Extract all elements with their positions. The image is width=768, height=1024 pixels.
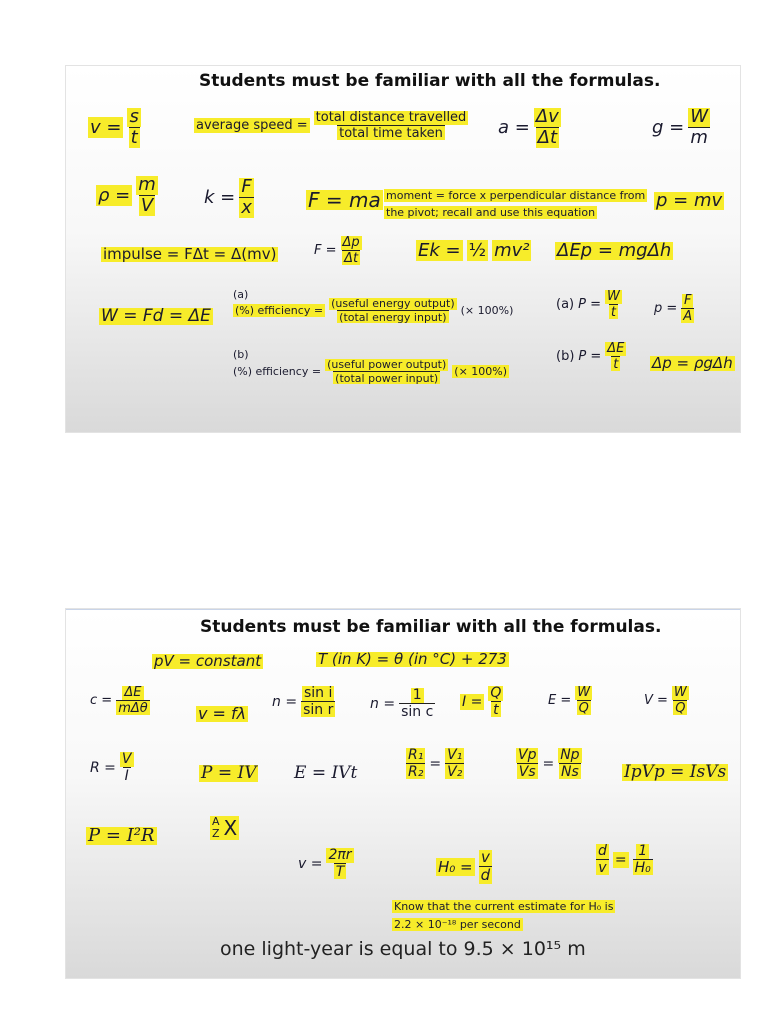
nuclide-notation: A Z X xyxy=(212,815,238,841)
formula-work: W = Fd = ΔE xyxy=(101,306,211,326)
efficiency-b-marker: (b) xyxy=(233,348,249,361)
formula-emf: E = $\frac{W}{Q}$ xyxy=(548,685,591,716)
formula-moment: moment = force x perpendicular distance from the pivot; recall and use this equation xyxy=(386,189,646,219)
formula-gravitational-field: g = $\frac{W}{m}$ xyxy=(652,106,709,148)
formula-hubble-constant: H₀ = $\frac{v}{d}$ xyxy=(438,848,491,884)
formula-efficiency-energy: (%) efficiency = $\frac{\text{(useful energy output)}}{\text{(total energy input)}}$ (× 100%) xyxy=(235,297,514,324)
hubble-estimate-note: Know that the current estimate for H₀ is 2.2 × 10⁻¹⁸ per second xyxy=(394,900,614,931)
formula-age-of-universe: $\frac{d}{v}$ = $\frac{1}{\text{H₀}}$ xyxy=(598,843,651,876)
formula-energy-ivt: E = IVt xyxy=(294,763,358,783)
formula-density: ρ = $\frac{m}{V}$ xyxy=(98,174,156,216)
efficiency-a-marker: (a) xyxy=(233,288,249,301)
formula-acceleration: a = $\frac{\Delta v}{\Delta t}$ xyxy=(498,106,559,148)
slide-title: Students must be familiar with all the formulas. xyxy=(200,617,662,637)
formula-force-rate: F = $\frac{\Delta p}{\Delta t}$ xyxy=(314,235,360,266)
formula-critical-angle: n = $\frac{1}{\text{sin c}}$ xyxy=(370,687,434,720)
formula-refraction: n = $\frac{\text{sin i}}{\text{sin r}}$ xyxy=(272,685,334,718)
formula-efficiency-power: (%) efficiency = $\frac{\text{(useful power output)}}{\text{(total power input)}}$ (× 100%) xyxy=(233,358,508,385)
formula-transformer-power: IpVp = IsVs xyxy=(624,762,727,782)
formula-gravitational-pe: ΔEp = mgΔh xyxy=(557,240,672,261)
formula-boyles-law: pV = constant xyxy=(154,652,262,670)
formula-pressure: p = $\frac{F}{A}$ xyxy=(654,293,693,324)
slide-title: Students must be familiar with all the formulas. xyxy=(199,71,661,91)
light-year-statement: one light-year is equal to 9.5 × 10¹⁵ m xyxy=(220,938,586,960)
formula-transformer: $\frac{Vp}{Vs}$ = $\frac{Np}{Ns}$ xyxy=(518,747,580,780)
formula-specific-heat: c = $\frac{\Delta E}{\text{mΔθ}}$ xyxy=(90,685,148,716)
formula-power-work: (a) P = $\frac{W}{t}$ xyxy=(556,289,620,320)
formula-average-speed: average speed = $\frac{\text{total distance travelled}}{\text{total time taken}}$ xyxy=(196,110,467,141)
formula-potential-divider: $\frac{\text{R₁}}{\text{R₂}}$ = $\frac{\text{V₁}}{\text{V₂}}$ xyxy=(408,747,463,780)
formula-impulse: impulse = FΔt = Δ(mv) xyxy=(103,245,277,263)
formula-potential-difference: V = $\frac{W}{Q}$ xyxy=(644,685,687,716)
formula-speed: v = $\frac{s}{t}$ xyxy=(90,106,139,148)
formula-power-iv: P = IV xyxy=(201,763,257,783)
formula-power-i2r: P = I²R xyxy=(88,825,155,846)
formula-kinetic-energy: Ek = ½ mv² xyxy=(418,240,530,261)
formula-wave-speed: v = fλ xyxy=(198,704,247,723)
formula-momentum: p = mv xyxy=(656,190,723,211)
formula-slide-1 xyxy=(66,66,740,432)
formula-hydrostatic-pressure: Δp = ρgΔh xyxy=(652,354,733,372)
formula-kelvin-conversion: T (in K) = θ (in °C) + 273 xyxy=(318,650,507,668)
formula-orbital-speed: v = $\frac{2\pi r}{T}$ xyxy=(298,847,352,880)
formula-slide-2 xyxy=(66,609,740,978)
formula-force: F = ma xyxy=(308,188,381,212)
formula-resistance: R = $\frac{V}{I}$ xyxy=(90,751,132,784)
formula-current: I = $\frac{Q}{t}$ xyxy=(462,685,502,718)
formula-spring-constant: k = $\frac{F}{x}$ xyxy=(204,176,252,218)
formula-power-energy: (b) P = $\frac{\Delta E}{t}$ xyxy=(556,341,625,372)
